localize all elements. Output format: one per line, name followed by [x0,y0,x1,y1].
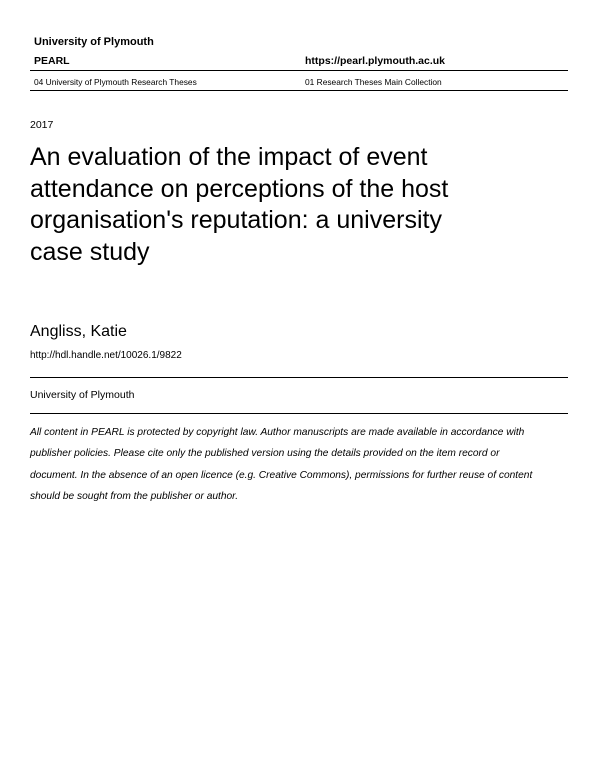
publication-year: 2017 [30,119,54,131]
publisher-name: University of Plymouth [30,389,135,401]
institution-name: University of Plymouth [34,36,154,48]
notice-line: All content in PEARL is protected by copyright law. Author manuscripts are made available in accordance with [30,427,525,438]
handle-link[interactable]: http://hdl.handle.net/10026.1/9822 [30,350,182,361]
notice-line: should be sought from the publisher or author. [30,490,239,502]
thesis-title [30,142,570,268]
notice-line: publisher policies. Please cite only the published version using the details provided on the item record or [30,448,500,460]
copyright-notice [30,422,570,507]
repository-url[interactable]: https://pearl.plymouth.ac.uk [305,55,446,67]
repository-name: PEARL [34,55,70,67]
author-name: Angliss, Katie [30,323,127,340]
record-divider-bottom [30,413,568,414]
title-line: organisation's reputation: a university [30,206,442,234]
title-line: case study [30,237,150,266]
notice-line: document. In the absence of an open licence (e.g. Creative Commons), permissions for further reuse of content [30,469,533,481]
title-line: An evaluation of the impact of event [30,143,428,171]
title-line: attendance on perceptions of the host [30,174,449,203]
collection-left: 04 University of Plymouth Research Theses [34,77,197,87]
record-divider-top [30,377,568,378]
header-divider-bottom [30,90,568,91]
collection-right: 01 Research Theses Main Collection [305,77,442,87]
header-divider-top [30,70,568,71]
